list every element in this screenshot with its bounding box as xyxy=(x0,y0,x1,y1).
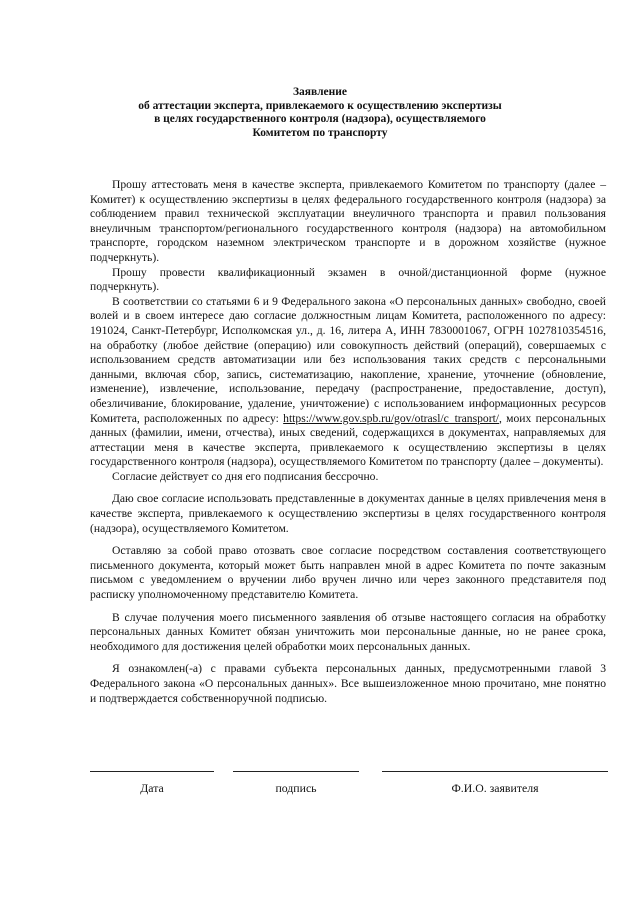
applicant-name-line[interactable] xyxy=(382,771,608,772)
committee-website-link[interactable]: https://www.gov.spb.ru/gov/otrasl/c_transport/ xyxy=(283,411,500,425)
document-body xyxy=(90,178,606,706)
applicant-name-label: Ф.И.О. заявителя xyxy=(451,781,539,795)
paragraph-revocation-right: Оставляю за собой право отозвать свое согласие посредством составления соответствующего письменного документа, который может быть направлен мной в адрес Комитета по почте заказным письмом с уведомлением о вручении либо вручен лично или через законного представителя под расписку уполномоченному представителю Комитета. xyxy=(90,544,606,602)
paragraph-consent-validity: Согласие действует со дня его подписания бессрочно. xyxy=(112,469,379,483)
signature-line[interactable] xyxy=(233,771,359,772)
title-line-2: об аттестации эксперта, привлекаемого к осуществлению экспертизы xyxy=(138,99,502,112)
date-line[interactable] xyxy=(90,771,214,772)
signature-label: подпись xyxy=(275,781,317,795)
paragraph-personal-data-consent xyxy=(90,295,606,470)
consent-text-end: , моих персональных данных (фамилии, имени, отчества), иных сведений, содержащихся в документах, направляемых для аттестации меня в качестве эксперта, привлекаемого к осуществлению экспертизы в целях государственного контроля (надзора), осуществляемого Комитетом по транспорту (далее – документы). xyxy=(90,411,606,469)
date-label: Дата xyxy=(140,781,164,795)
document-title xyxy=(0,86,640,140)
title-line-1: Заявление xyxy=(292,86,347,98)
title-line-3: в целях государственного контроля (надзора), осуществляемого xyxy=(154,113,486,125)
paragraph-revocation-consequence: В случае получения моего письменного заявления об отзыве настоящего согласия на обработку персональных данных Комитет обязан уничтожить мои персональные данные, но не ранее срока, необходимого для достижения целей обработки моих персональных данных. xyxy=(90,610,606,653)
paragraph-attestation-request: Прошу аттестовать меня в качестве эксперта, привлекаемого Комитетом по транспорту (далее – Комитет) к осуществлению экспертизы в целях федерального государственного контроля (надзора) за соблюдением правил технической эксплуатации внеуличного транспорта и правил пользования внеуличным транспортом/регионального государственного контроля (надзора) на автомобильном транспорте, городском наземном электрическом транспорте и в дорожном хозяйстве (нужное подчеркнуть). xyxy=(90,178,606,264)
paragraph-acknowledgement: Я ознакомлен(-а) с правами субъекта персональных данных, предусмотренными главой 3 Федерального закона «О персональных данных». Все вышеизложенное мною прочитано, мне понятно и подтверждается собственноручной подписью. xyxy=(90,662,606,705)
paragraph-exam-request: Прошу провести квалификационный экзамен в очной/дистанционной форме (нужное подчеркнуть). xyxy=(90,265,606,294)
title-line-4: Комитетом по транспорту xyxy=(252,126,388,139)
consent-text-start: В соответствии со статьями 6 и 9 Федерального закона «О персональных данных» свободно, своей волей и в своем интересе даю согласие должностным лицам Комитета, расположенного по адресу: 191024, Санкт-Петербург, Исполкомская ул., д. 16, литера А, ИНН 7830001067, ОГРН 1027810354516, на обработку (любое действие (операцию) или совокупность действий (операций), совершаемых с использованием средств автоматизации или без использования таких средств с персональными данными, включая сбор, запись, систематизацию, накопление, хранение, уточнение (обновление, изменение), извлечение, использование, передачу (распространение, предоставление, доступ), обезличивание, блокирование, удаление, уничтожение) с использованием информационных ресурсов Комитета, расположенных по адресу: xyxy=(90,294,606,425)
paragraph-data-use-consent: Даю свое согласие использовать представленные в документах данные в целях привлечения меня в качестве эксперта, привлекаемого к осуществлению экспертизы в целях государственного контроля (надзора), осуществляемого Комитетом. xyxy=(90,492,606,535)
